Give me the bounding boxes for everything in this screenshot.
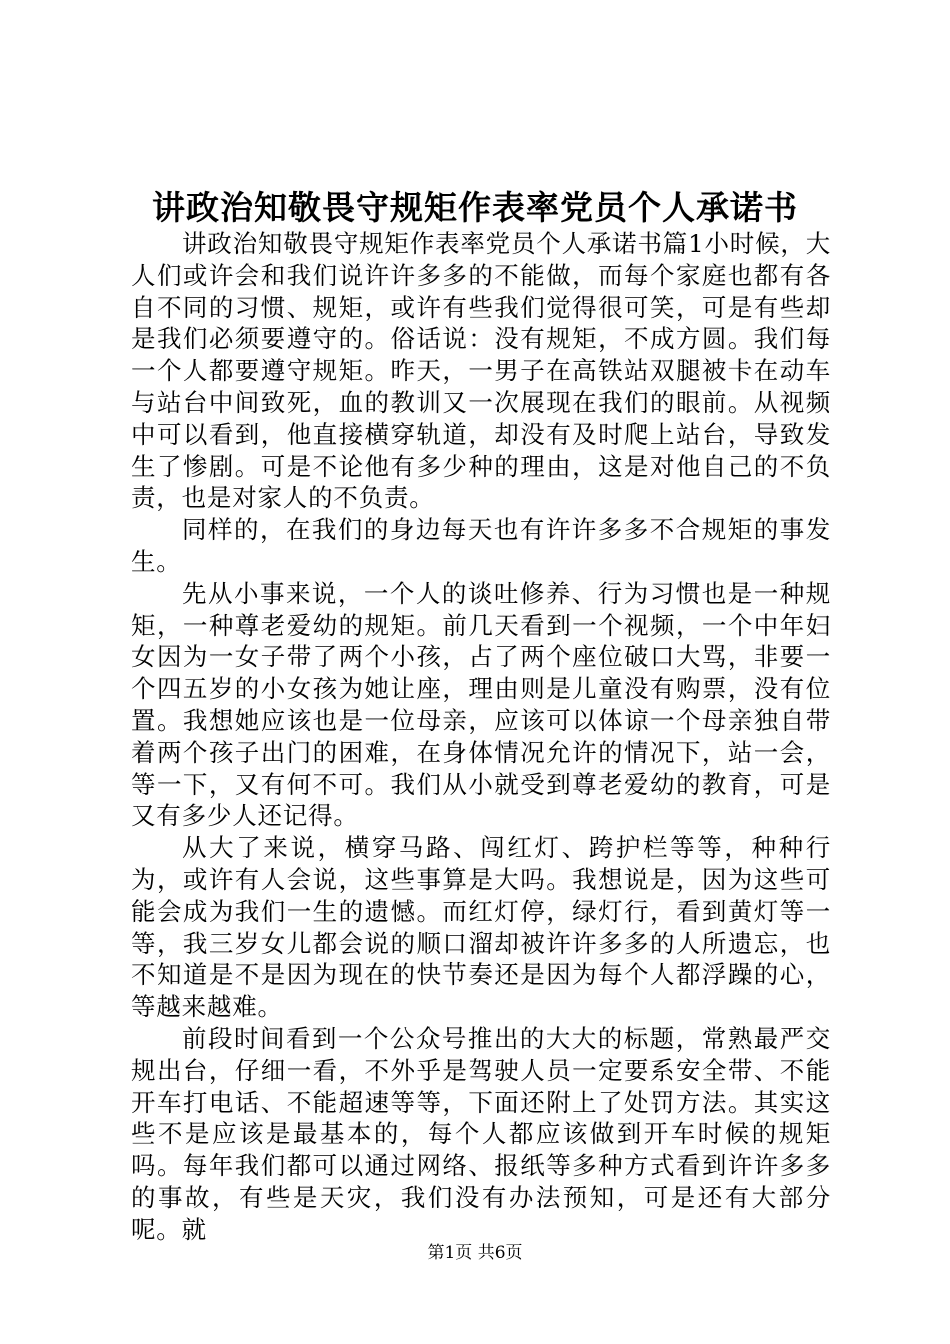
document-body	[131, 228, 831, 1246]
document-title: 讲政治知敬畏守规矩作表率党员个人承诺书	[152, 188, 798, 227]
page-number-footer: 第1页 共6页	[427, 1243, 523, 1263]
paragraph-1: 讲政治知敬畏守规矩作表率党员个人承诺书篇1小时候，大人们或许会和我们说许许多多的不能做，而每个家庭也都有各自不同的习惯、规矩，或许有些我们觉得很可笑，可是有些却是我们必须要遵守的。俗话说：没有规矩，不成方圆。我们每一个人都要遵守规矩。昨天，一男子在高铁站双腿被卡在动车与站台中间致死，血的教训又一次展现在我们的眼前。从视频中可以看到，他直接横穿轨道，却没有及时爬上站台，导致发生了惨剧。可是不论他有多少种的理由，这是对他自己的不负责，也是对家人的不负责。	[131, 229, 831, 513]
paragraph-2: 同样的，在我们的身边每天也有许许多多不合规矩的事发生。	[131, 515, 831, 576]
paragraph-4: 从大了来说，横穿马路、闯红灯、跨护栏等等，种种行为，或许有人会说，这些事算是大吗。我想说是，因为这些可能会成为我们一生的遗憾。而红灯停，绿灯行，看到黄灯等一等，我三岁女儿都会说的顺口溜却被许许多多的人所遗忘，也不知道是不是因为现在的快节奏还是因为每个人都浮躁的心，等越来越难。	[131, 833, 831, 1022]
paragraph-3: 先从小事来说，一个人的谈吐修养、行为习惯也是一种规矩，一种尊老爱幼的规矩。前几天看到一个视频，一个中年妇女因为一女子带了两个小孩，占了两个座位破口大骂，非要一个四五岁的小女孩为她让座，理由则是儿童没有购票，没有位置。我想她应该也是一位母亲，应该可以体谅一个母亲独自带着两个孩子出门的困难，在身体情况允许的情况下，站一会，等一下，又有何不可。我们从小就受到尊老爱幼的教育，可是又有多少人还记得。	[131, 578, 831, 831]
paragraph-5: 前段时间看到一个公众号推出的大大的标题，常熟最严交规出台，仔细一看，不外乎是驾驶人员一定要系安全带、不能开车打电话、不能超速等等，下面还附上了处罚方法。其实这些不是应该是最基本的，每个人都应该做到开车时候的规矩吗。每年我们都可以通过网络、报纸等多种方式看到许许多多的事故，有些是天灾，我们没有办法预知，可是还有大部分呢。就	[131, 1023, 831, 1244]
